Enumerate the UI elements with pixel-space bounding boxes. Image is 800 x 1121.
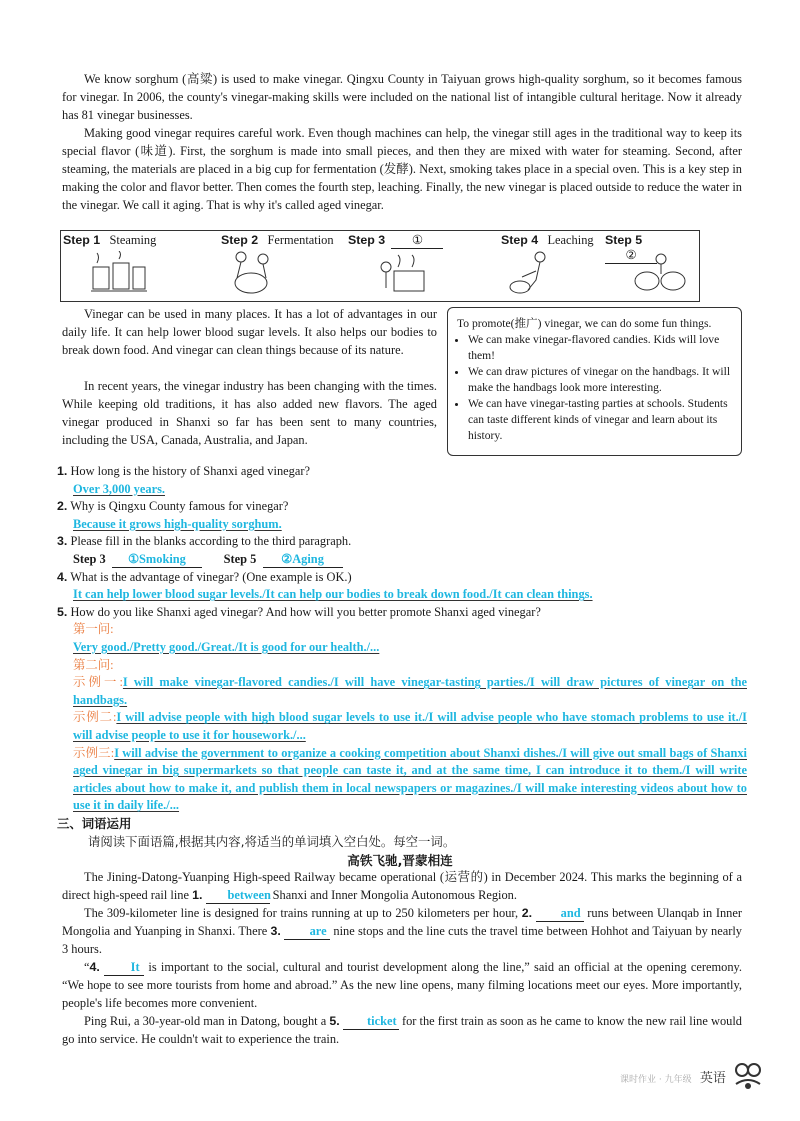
reading-paragraph-2: Making good vinegar requires careful work. Even though machines can help, the vinegar still ages in the traditional way to keep its special flavor (味道). First, the sorghum is made into small pieces, and then they are mixed with water for steaming. Second, after steaming, the materials are placed in a big cup for fermentation (发酵). Next, smoking takes place in a special oven. This is a key step in making the color and flavor better. Then comes the fourth step, leaching. Finally, the new vinegar is placed outside to reduce the water in the vinegar. We call it aging. That is why it's called aged vinegar. [62,126,742,212]
smoking-illustration [376,253,432,297]
question-4: 4. What is the advantage of vinegar? (One example is OK.) [57,569,352,584]
passage-paragraph-2: The 309-kilometer line is designed for trains running at up to 250 kilometers per hour, 2. and runs between Ulanqab in Inner Mongolia and Yuanping in Shanxi. There 3. are nine stops and the line cuts the travel time between Hohhot and Taiyuan by nearly 3 hours. [62,906,742,956]
promotion-box [447,307,742,456]
answer-4: It can help lower blood sugar levels./It can help our bodies to break down food./It can clean things. [73,587,593,602]
footer-subject: 英语 [699,1071,726,1086]
q5-example3-label: 示例三: [73,745,115,760]
question-5: 5. How do you like Shanxi aged vinegar? And how will you better promote Shanxi aged vinegar? [57,604,541,619]
step-3: Step 3 ① [348,233,443,249]
footer-small-text: 课时作业 · 九年级 [620,1075,692,1085]
fermentation-illustration [221,249,281,297]
passage-title: 高铁飞驰,晋蒙相连 [347,853,453,868]
step-1: Step 1 Steaming [63,233,157,247]
passage-paragraph-4: Ping Rui, a 30-year-old man in Datong, bought a 5. ticket for the first train as soon as he came to know the new rail line would go into service. He couldn't wait to experience the train. [62,1014,742,1046]
reading-paragraph-1: We know sorghum (高粱) is used to make vinegar. Qingxu County in Taiyuan grows high-quality sorghum, so it becomes famous for vinegar. In 2006, the county's vinegar-making skills were included on the national list of intangible cultural heritage. Now it already has 81 vinegar businesses. [62,72,742,122]
answer-3: Step 3 ①Smoking Step 5 ②Aging [57,551,747,569]
passage-paragraph-3: “4. It is important to the social, cultural and tourist development along the line,” said an official at the opening ceremony. “We hope to see more tourists from home and abroad.” As the new line opens, many filming locations meet our eyes. More importantly, people's life becomes more convenient. [62,960,743,1010]
mascot-logo-icon [730,1058,766,1094]
q5-example3: I will advise the government to organize a cooking competition about Shanxi dishes./I will give out small bags of Shanxi aged vinegar in big supermarkets so that people can taste it, and at the same time, I can introduce it to them./I will write articles about how to make it, and publish them in local newspapers or magazines./I will make interesting videos about how to use it in daily life./... [73,745,747,813]
step-4: Step 4 Leaching [501,233,594,247]
blank-3[interactable]: are [284,924,330,940]
promotion-item: • We can have vinegar-tasting parties at schools. Students can taste different kinds of vinegar and learn about its history. [468,396,733,444]
reading-paragraph-3: Vinegar can be used in many places. It has a lot of advantages in our daily life. It can help lower blood sugar levels. It also helps our bodies to break down food. And vinegar can clean things because of its nature. [62,307,437,357]
promotion-item: • We can draw pictures of vinegar on the handbags. It will make the handbags look more interesting. [468,364,733,396]
footer [620,1067,726,1086]
step-2: Step 2 Fermentation [221,233,334,247]
step-5: Step 5 ② [605,233,699,264]
q5-example1: I will make vinegar-flavored candies./I will have vinegar-tasting parties./I will draw pictures of vinegar on the handbags. [73,675,747,707]
answer-2: Because it grows high-quality sorghum. [73,516,282,531]
q5-example1-label: 示例一: [73,675,123,690]
question-2: 2. Why is Qingxu County famous for vinegar? [57,499,289,514]
blank-2[interactable]: and [536,906,584,922]
section-heading: 三、词语运用 [57,816,132,831]
q5-example2: I will advise people with high blood sugar levels to use it./I will advise people who have stomach problems to use it./I will advise people to use it for housework./... [73,710,747,742]
passage-paragraph-1: The Jining-Datong-Yuanping High-speed Railway became operational (运营的) in December 2024. This marks the beginning of a direct high-speed rail line 1. between Shanxi and Inner Mongolia Autonomous Region. [62,870,742,902]
leaching-illustration [506,249,562,297]
promotion-intro: To promote(推广) vinegar, we can do some fun things. [457,317,712,330]
questions [57,463,747,815]
promotion-item: • We can make vinegar-flavored candies. Kids will love them! [468,332,733,364]
steaming-illustration [89,251,149,297]
section-instruction: 请阅读下面语篇,根据其内容,将适当的单词填入空白处。每空一词。 [88,834,456,849]
question-3: 3. Please fill in the blanks according to the third paragraph. [57,534,352,549]
q5-part2-label: 第二问: [73,657,114,672]
question-1: 1. How long is the history of Shanxi aged vinegar? [57,464,310,478]
reading-paragraph-4: In recent years, the vinegar industry has been changing with the times. While keeping old traditions, it has also added new flavors. The aged vinegar produced in Shanxi so far has been sent to many countries, including the USA, Canada, Australia, and Japan. [62,379,437,447]
steps-figure [60,230,700,302]
q5-part1-label: 第一问: [73,622,114,637]
blank-4[interactable]: It [104,960,144,976]
answer-1: Over 3,000 years. [73,481,165,496]
blank-5[interactable]: ticket [343,1014,399,1030]
q5-example2-label: 示例二: [73,710,117,725]
aging-illustration [631,251,691,297]
blank-1[interactable]: between [206,888,270,904]
q5-part1-answer: Very good./Pretty good./Great./It is good for our health./... [73,639,380,654]
